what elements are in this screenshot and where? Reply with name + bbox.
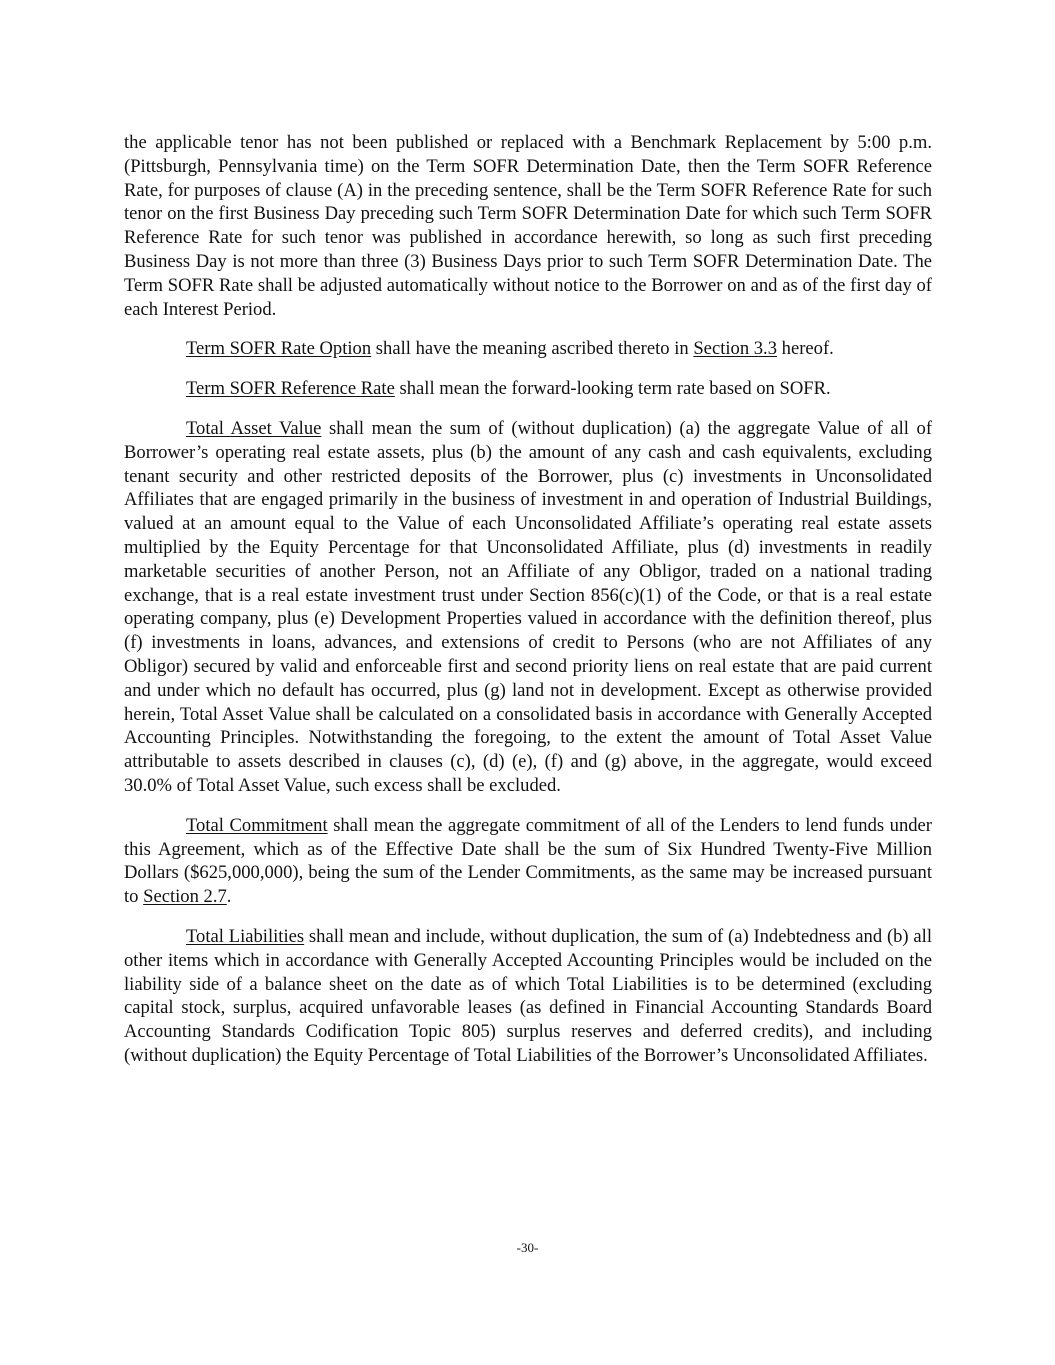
- page-number: -30-: [516, 1240, 539, 1255]
- defined-term: Term SOFR Rate Option: [186, 338, 372, 360]
- definition-text: .: [226, 886, 232, 908]
- defined-term: Total Asset Value: [186, 417, 322, 439]
- definition-total-asset-value: [124, 417, 932, 798]
- defined-term: Term SOFR Reference Rate: [186, 378, 395, 400]
- definition-term-sofr-reference-rate: [124, 377, 932, 401]
- definition-total-commitment: [124, 814, 932, 909]
- definition-text: shall mean the aggregate commitment of all of the Lenders to lend funds under this Agreement, which as of the Effective Date shall be the sum of Six Hundred Twenty-Five Million Dollars ($625,000,000), being the sum of the Lender Commitments, as the same may be increased pursuant to: [124, 814, 932, 908]
- definition-term-sofr-rate-option: [124, 337, 932, 361]
- section-reference: Section 2.7: [143, 886, 227, 908]
- definition-text: shall mean the sum of (without duplication) (a) the aggregate Value of all of Borrower’s operating real estate assets, plus (b) the amount of any cash and cash equivalents, excluding tenant security and other restricted deposits of the Borrower, plus (c) investments in Unconsolidated Affiliates that are engaged primarily in the business of investment in and operation of Industrial Buildings, valued at an amount equal to the Value of each Unconsolidated Affiliate’s operating real estate assets multiplied by the Equity Percentage for that Unconsolidated Affiliate, plus (d) investments in readily marketable securities of another Person, not an Affiliate of any Obligor, traded on a national trading exchange, that is a real estate investment trust under Section 856(c)(1) of the Code, or that is a real estate operating company, plus (e) Development Properties valued in accordance with the definition thereof, plus (f) investments in loans, advances, and extensions of credit to Persons (who are not Affiliates of any Obligor) secured by valid and enforceable first and second priority liens on real estate that are paid current and under which no default has occurred, plus (g) land not in development. Except as otherwise provided herein, Total Asset Value shall be calculated on a consolidated basis in accordance with Generally Accepted Accounting Principles. Notwithstanding the foregoing, to the extent the amount of Total Asset Value attributable to assets described in clauses (c), (d) (e), (f) and (g) above, in the aggregate, would exceed 30.0% of Total Asset Value, such excess shall be excluded.: [124, 417, 933, 796]
- document-page: [124, 131, 932, 1068]
- definition-text: shall mean and include, without duplication, the sum of (a) Indebtedness and (b) all other items which in accordance with Generally Accepted Accounting Principles would be included on the liability side of a balance sheet on the date as of which Total Liabilities is to be determined (excluding capital stock, surplus, acquired unfavorable leases (as defined in Financial Accounting Standards Board Accounting Standards Codification Topic 805) surplus reserves and deferred credits), and including (without duplication) the Equity Percentage of Total Liabilities of the Borrower’s Unconsolidated Affiliates.: [124, 925, 933, 1066]
- definition-total-liabilities: [124, 925, 932, 1068]
- defined-term: Total Liabilities: [186, 925, 305, 947]
- definition-text: hereof.: [777, 338, 834, 360]
- paragraph-continuation: the applicable tenor has not been published or replaced with a Benchmark Replacement by 5:00 p.m. (Pittsburgh, Pennsylvania time) on the Term SOFR Determination Date, then the Term SOFR Reference Rate, for purposes of clause (A) in the preceding sentence, shall be the Term SOFR Reference Rate for such tenor on the first Business Day preceding such Term SOFR Determination Date for which such Term SOFR Reference Rate for such tenor was published in accordance herewith, so long as such first preceding Business Day is not more than three (3) Business Days prior to such Term SOFR Determination Date. The Term SOFR Rate shall be adjusted automatically without notice to the Borrower on and as of the first day of each Interest Period.: [124, 132, 932, 320]
- defined-term: Total Commitment: [186, 814, 328, 836]
- definition-text: shall mean the forward-looking term rate based on SOFR.: [394, 378, 831, 400]
- definition-text: shall have the meaning ascribed thereto in: [371, 338, 694, 360]
- section-reference: Section 3.3: [693, 338, 778, 360]
